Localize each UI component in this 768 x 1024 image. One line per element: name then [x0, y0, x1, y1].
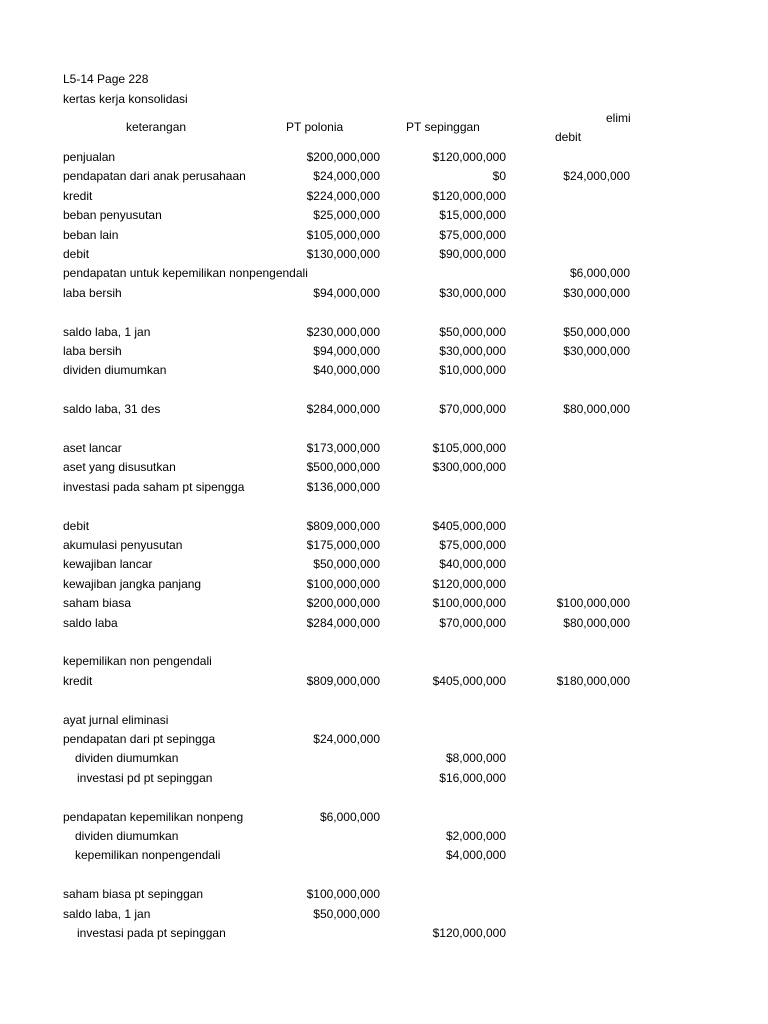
row-label: laba bersih — [63, 286, 122, 300]
row-label: investasi pada saham pt sipengga — [63, 480, 245, 494]
cell-pt-sepinggan: $120,000,000 — [432, 150, 506, 164]
cell-eliminasi-debit: $80,000,000 — [563, 402, 630, 416]
row-label: penjualan — [63, 150, 116, 164]
row-label: pendapatan untuk kepemilikan nonpengendali — [63, 266, 308, 280]
cell-pt-polonia: $24,000,000 — [313, 732, 380, 746]
cell-pt-polonia: $105,000,000 — [306, 228, 380, 242]
cell-pt-polonia: $100,000,000 — [306, 887, 380, 901]
row-label: investasi pada pt sepinggan — [77, 926, 226, 940]
cell-pt-sepinggan: $30,000,000 — [439, 344, 506, 358]
cell-eliminasi-debit: $30,000,000 — [563, 344, 630, 358]
row-label: dividen diumumkan — [75, 829, 179, 843]
cell-eliminasi-debit: $100,000,000 — [556, 596, 630, 610]
row-label: pendapatan dari anak perusahaan — [63, 169, 246, 183]
cell-pt-polonia: $173,000,000 — [306, 441, 380, 455]
cell-pt-sepinggan: $405,000,000 — [432, 519, 506, 533]
cell-pt-sepinggan: $2,000,000 — [445, 829, 506, 843]
row-label: saldo laba, 1 jan — [63, 325, 151, 339]
cell-pt-sepinggan: $8,000,000 — [445, 751, 506, 765]
row-label: kewajiban jangka panjang — [63, 577, 202, 591]
cell-pt-sepinggan: $120,000,000 — [432, 189, 506, 203]
header-eliminasi: elimi — [606, 111, 631, 125]
row-label: pendapatan dari pt sepingga — [63, 732, 216, 746]
row-label: kepemilikan non pengendali — [63, 654, 212, 668]
cell-pt-polonia: $50,000,000 — [313, 557, 380, 571]
cell-pt-polonia: $100,000,000 — [306, 577, 380, 591]
row-label: debit — [63, 519, 90, 533]
cell-pt-sepinggan: $4,000,000 — [445, 848, 506, 862]
cell-eliminasi-debit: $30,000,000 — [563, 286, 630, 300]
cell-pt-sepinggan: $70,000,000 — [439, 616, 506, 630]
row-label: saham biasa — [63, 596, 132, 610]
cell-pt-sepinggan: $70,000,000 — [439, 402, 506, 416]
row-label: laba bersih — [63, 344, 122, 358]
cell-pt-polonia: $500,000,000 — [306, 460, 380, 474]
cell-pt-sepinggan: $100,000,000 — [432, 596, 506, 610]
cell-pt-polonia: $175,000,000 — [306, 538, 380, 552]
cell-pt-sepinggan: $16,000,000 — [439, 771, 506, 785]
row-label: beban penyusutan — [63, 208, 162, 222]
row-label: kewajiban lancar — [63, 557, 153, 571]
cell-pt-polonia: $284,000,000 — [306, 402, 380, 416]
row-label: investasi pd pt sepinggan — [77, 771, 213, 785]
cell-pt-polonia: $40,000,000 — [313, 363, 380, 377]
row-label: dividen diumumkan — [63, 363, 167, 377]
cell-pt-sepinggan: $75,000,000 — [439, 538, 506, 552]
row-label: dividen diumumkan — [75, 751, 179, 765]
cell-pt-polonia: $94,000,000 — [313, 286, 380, 300]
cell-eliminasi-debit: $24,000,000 — [563, 169, 630, 183]
cell-pt-sepinggan: $120,000,000 — [432, 577, 506, 591]
row-label: kredit — [63, 189, 93, 203]
cell-pt-polonia: $284,000,000 — [306, 616, 380, 630]
row-label: akumulasi penyusutan — [63, 538, 183, 552]
cell-eliminasi-debit: $6,000,000 — [569, 266, 630, 280]
header-debit: debit — [555, 130, 582, 144]
cell-pt-polonia: $230,000,000 — [306, 325, 380, 339]
cell-pt-polonia: $200,000,000 — [306, 150, 380, 164]
row-label: saldo laba, 1 jan — [63, 907, 151, 921]
cell-pt-polonia: $224,000,000 — [306, 189, 380, 203]
header-keterangan: keterangan — [126, 120, 187, 134]
cell-pt-polonia: $200,000,000 — [306, 596, 380, 610]
cell-pt-polonia: $809,000,000 — [306, 519, 380, 533]
cell-pt-polonia: $94,000,000 — [313, 344, 380, 358]
row-label: beban lain — [63, 228, 119, 242]
cell-pt-sepinggan: $90,000,000 — [439, 247, 506, 261]
header-pt-sepinggan: PT sepinggan — [406, 120, 480, 134]
cell-pt-polonia: $809,000,000 — [306, 674, 380, 688]
cell-pt-sepinggan: $105,000,000 — [432, 441, 506, 455]
row-label: pendapatan kepemilikan nonpeng — [63, 810, 244, 824]
cell-pt-sepinggan: $50,000,000 — [439, 325, 506, 339]
cell-eliminasi-debit: $50,000,000 — [563, 325, 630, 339]
cell-eliminasi-debit: $80,000,000 — [563, 616, 630, 630]
cell-pt-sepinggan: $75,000,000 — [439, 228, 506, 242]
sheet-subtitle: kertas kerja konsolidasi — [63, 92, 188, 106]
cell-eliminasi-debit: $180,000,000 — [556, 674, 630, 688]
cell-pt-sepinggan: $120,000,000 — [432, 926, 506, 940]
cell-pt-sepinggan: $405,000,000 — [432, 674, 506, 688]
row-label: saham biasa pt sepinggan — [63, 887, 204, 901]
cell-pt-polonia: $50,000,000 — [313, 907, 380, 921]
cell-pt-polonia: $130,000,000 — [306, 247, 380, 261]
header-pt-polonia: PT polonia — [286, 120, 344, 134]
row-label: kepemilikan nonpengendali — [75, 848, 221, 862]
cell-pt-polonia: $24,000,000 — [313, 169, 380, 183]
cell-pt-sepinggan: $15,000,000 — [439, 208, 506, 222]
sheet-title: L5-14 Page 228 — [63, 72, 149, 86]
cell-pt-sepinggan: $300,000,000 — [432, 460, 506, 474]
row-label: kredit — [63, 674, 93, 688]
cell-pt-polonia: $6,000,000 — [319, 810, 380, 824]
cell-pt-sepinggan: $40,000,000 — [439, 557, 506, 571]
row-label: debit — [63, 247, 90, 261]
cell-pt-polonia: $136,000,000 — [306, 480, 380, 494]
row-label: saldo laba — [63, 616, 118, 630]
row-label: aset yang disusutkan — [63, 460, 176, 474]
row-label: aset lancar — [63, 441, 122, 455]
cell-pt-polonia: $25,000,000 — [313, 208, 380, 222]
cell-pt-sepinggan: $0 — [492, 169, 506, 183]
row-label: saldo laba, 31 des — [63, 402, 161, 416]
row-label: ayat jurnal eliminasi — [63, 713, 169, 727]
cell-pt-sepinggan: $10,000,000 — [439, 363, 506, 377]
cell-pt-sepinggan: $30,000,000 — [439, 286, 506, 300]
